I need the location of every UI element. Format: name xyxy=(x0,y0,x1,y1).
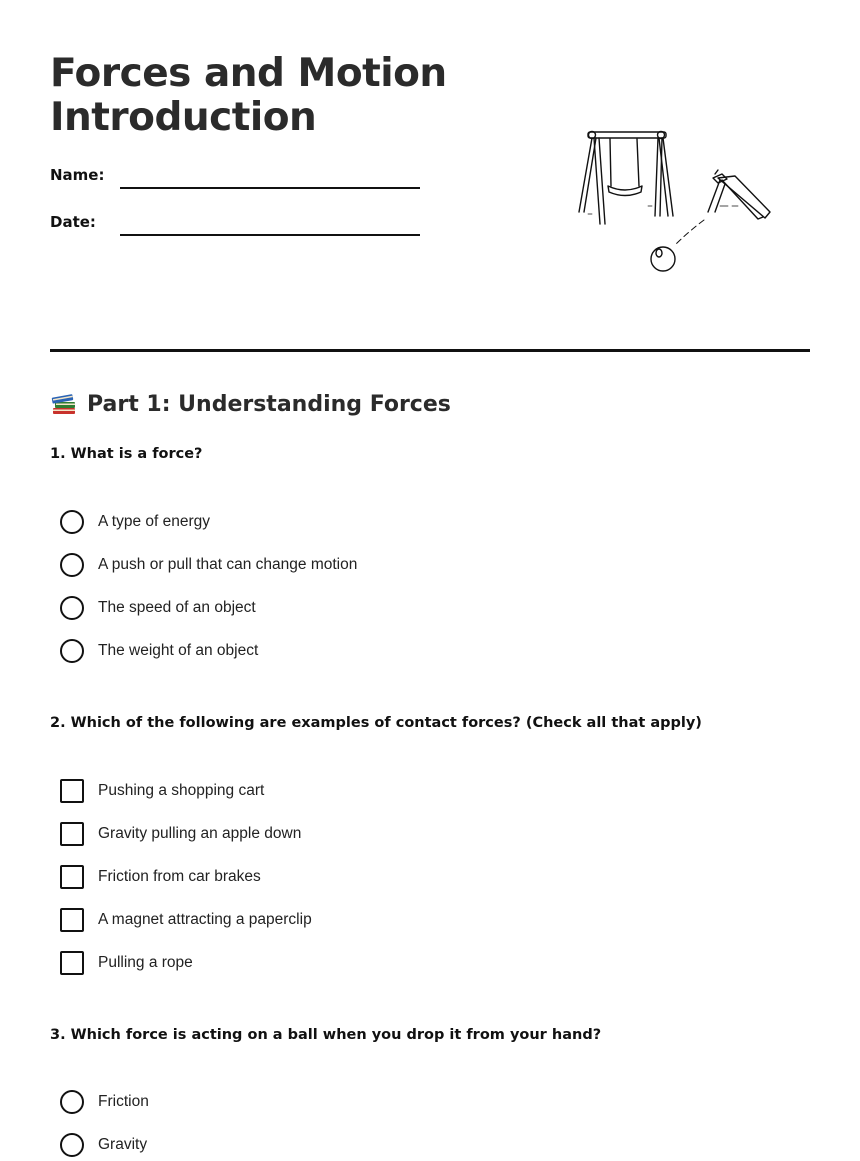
option-label: Pulling a rope xyxy=(98,954,193,971)
option-label: The weight of an object xyxy=(98,642,259,659)
q2-option-5[interactable] xyxy=(60,950,193,976)
question-2: 2. Which of the following are examples of contact forces? (Check all that apply) xyxy=(50,715,702,731)
radio-button[interactable] xyxy=(60,1090,84,1114)
checkbox[interactable] xyxy=(60,951,84,975)
option-label: A push or pull that can change motion xyxy=(98,556,358,573)
checkbox[interactable] xyxy=(60,779,84,803)
section-divider xyxy=(50,349,810,352)
q1-option-4[interactable] xyxy=(60,638,258,664)
date-label: Date: xyxy=(50,213,96,231)
name-field[interactable] xyxy=(120,187,420,189)
radio-button[interactable] xyxy=(60,639,84,663)
radio-button[interactable] xyxy=(60,553,84,577)
q1-option-1[interactable] xyxy=(60,509,210,535)
part1-heading xyxy=(50,388,451,420)
option-label: Gravity xyxy=(98,1136,148,1153)
playground-illustration-icon xyxy=(570,122,780,277)
part1-heading-text: Part 1: Understanding Forces xyxy=(87,391,451,417)
option-label: Gravity pulling an apple down xyxy=(98,825,302,842)
radio-button[interactable] xyxy=(60,1133,84,1157)
q1-option-2[interactable] xyxy=(60,552,357,578)
q3-option-1[interactable] xyxy=(60,1089,149,1115)
option-label: Friction xyxy=(98,1093,149,1110)
option-label: A magnet attracting a paperclip xyxy=(98,911,312,928)
name-label: Name: xyxy=(50,166,105,184)
q2-option-4[interactable] xyxy=(60,907,312,933)
option-label: A type of energy xyxy=(98,513,211,530)
q2-option-1[interactable] xyxy=(60,778,264,804)
option-label: Pushing a shopping cart xyxy=(98,782,265,799)
q2-option-3[interactable] xyxy=(60,864,261,890)
q1-option-3[interactable] xyxy=(60,595,256,621)
q2-option-2[interactable] xyxy=(60,821,301,847)
checkbox[interactable] xyxy=(60,908,84,932)
radio-button[interactable] xyxy=(60,510,84,534)
option-label: The speed of an object xyxy=(98,599,256,616)
date-field[interactable] xyxy=(120,234,420,236)
page-title-line-1: Forces and Motion xyxy=(50,51,447,96)
radio-button[interactable] xyxy=(60,596,84,620)
q3-option-2[interactable] xyxy=(60,1132,147,1158)
question-3: 3. Which force is acting on a ball when you drop it from your hand? xyxy=(50,1027,602,1043)
option-label: Friction from car brakes xyxy=(98,868,261,885)
question-1: 1. What is a force? xyxy=(50,446,203,462)
checkbox[interactable] xyxy=(60,822,84,846)
page-title xyxy=(50,52,470,140)
checkbox[interactable] xyxy=(60,865,84,889)
page-title-line-2: Introduction xyxy=(50,95,317,140)
books-icon xyxy=(50,390,78,418)
